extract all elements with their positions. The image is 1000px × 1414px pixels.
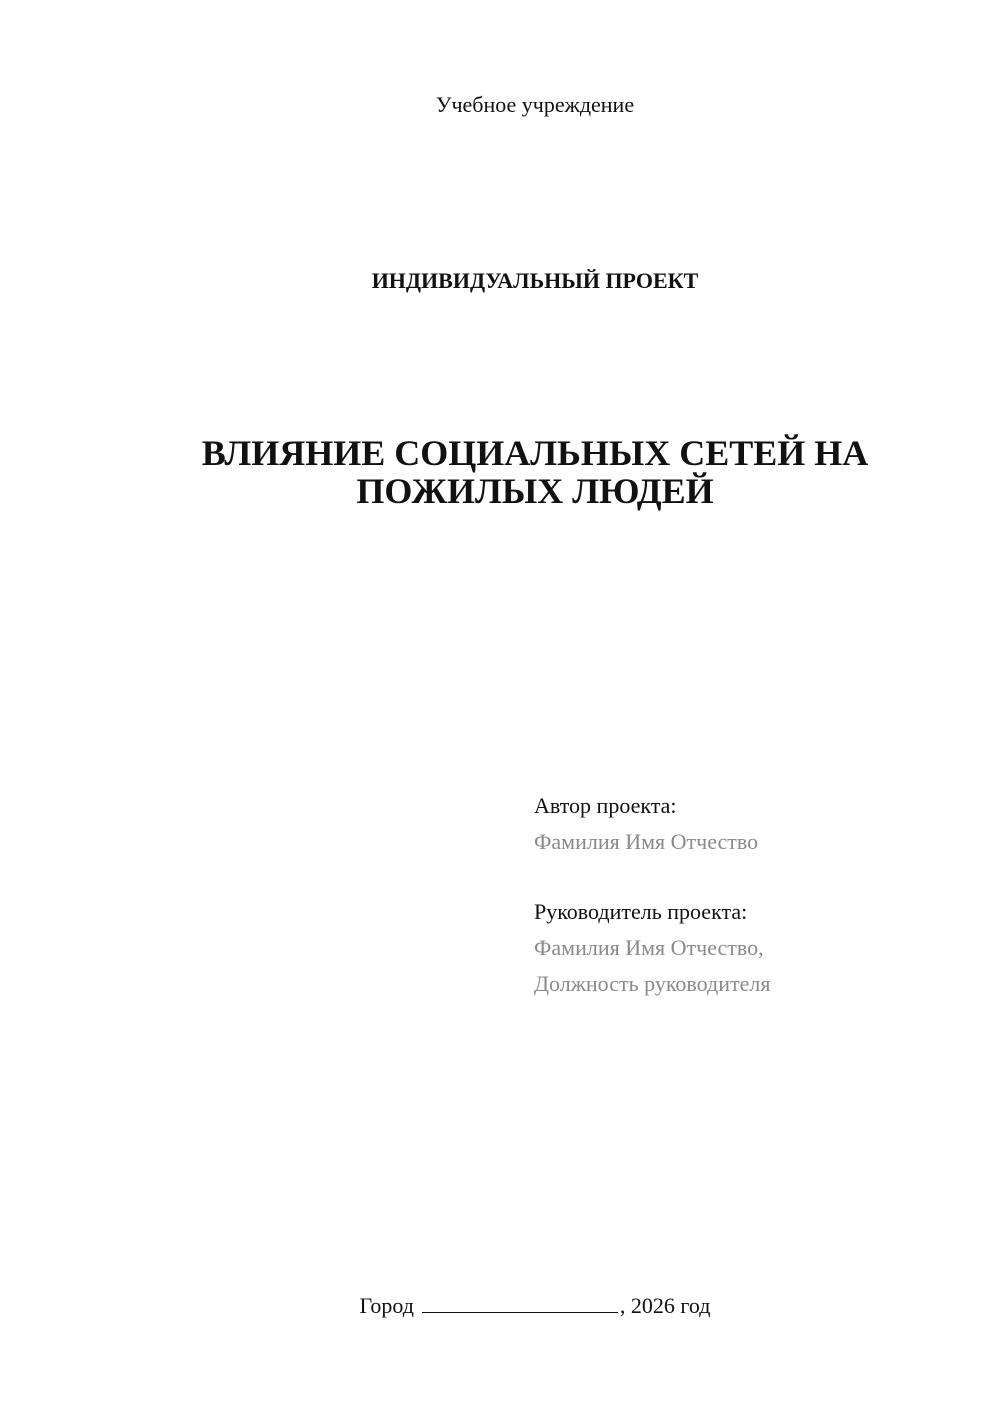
city-label: Город xyxy=(359,1293,414,1318)
author-name: Фамилия Имя Отчество xyxy=(534,829,759,854)
city-blank-line xyxy=(422,1290,618,1313)
title-line-1: ВЛИЯНИЕ СОЦИАЛЬНЫХ СЕТЕЙ НА xyxy=(201,433,869,473)
institution-name: Учебное учреждение xyxy=(435,92,635,117)
footer-city-year xyxy=(0,1290,1000,1321)
signature-spacer xyxy=(534,860,974,894)
author-label: Автор проекта: xyxy=(534,793,677,818)
supervisor-label: Руководитель проекта: xyxy=(534,899,748,924)
supervisor-name: Фамилия Имя Отчество, xyxy=(534,935,764,960)
title-line-2: ПОЖИЛЫХ ЛЮДЕЙ xyxy=(356,471,714,511)
year-text: , 2026 год xyxy=(619,1293,711,1318)
supervisor-position: Должность руководителя xyxy=(534,971,771,996)
document-title xyxy=(160,434,910,510)
document-type: ИНДИВИДУАЛЬНЫЙ ПРОЕКТ xyxy=(371,268,699,293)
signature-block xyxy=(534,788,974,1002)
